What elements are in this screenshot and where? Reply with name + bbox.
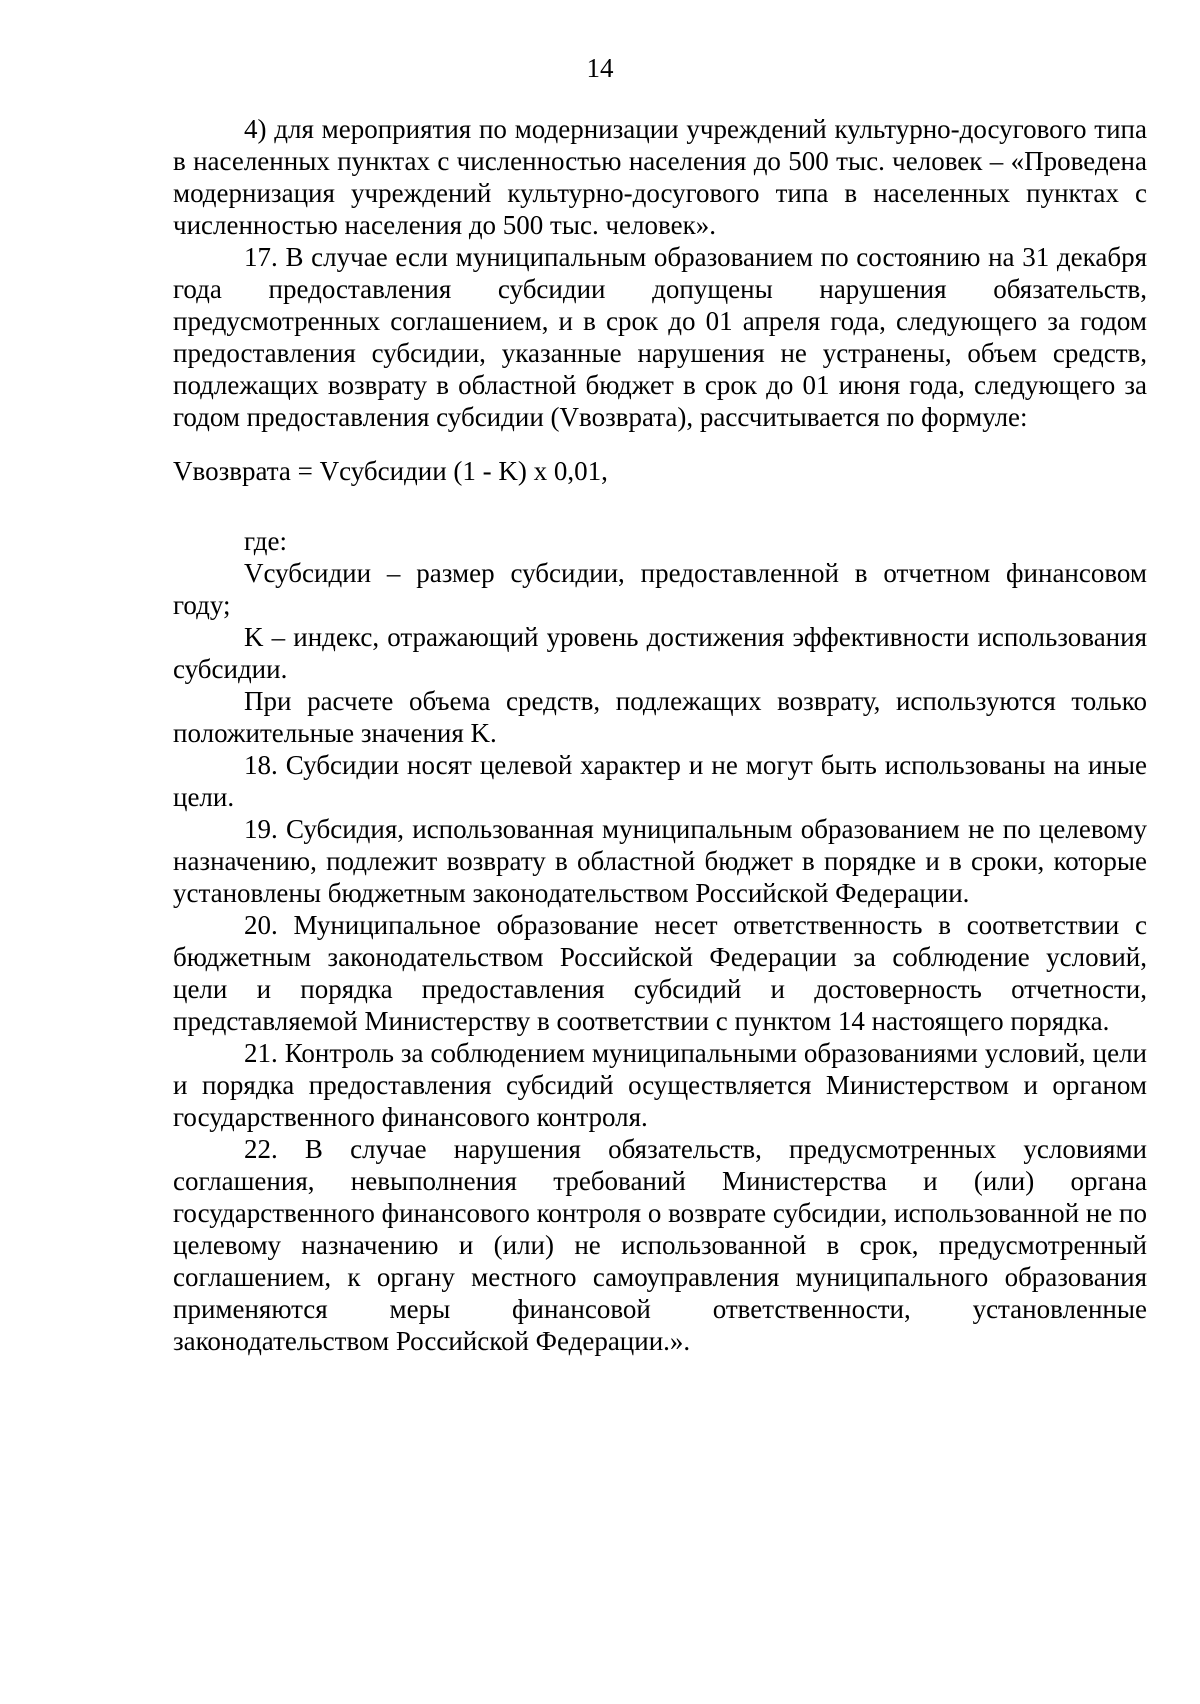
paragraph-22: 22. В случае нарушения обязательств, предусмотренных условиями соглашения, невыполнения требований Министерства и (или) органа государственного финансового контроля о возврате субсидии, использованной не по целевому назначению и (или) не использованной в срок, предусмотренный соглашением, к органу местного самоуправления муниципального образования применяются меры финансовой ответственности, установленные законодательством Российской Федерации.». <box>173 1134 1147 1356</box>
where-label: где: <box>244 526 287 556</box>
paragraph-item-4: 4) для мероприятия по модернизации учреждений культурно-досугового типа в населенных пунктах с численностью населения до 500 тыс. человек – «Проведена модернизация учреждений культурно-досугового типа в населенных пунктах с численностью населения до 500 тыс. человек». <box>173 114 1147 240</box>
paragraph-21: 21. Контроль за соблюдением муниципальными образованиями условий, цели и порядка предоставления субсидий осуществляется Министерством и органом государственного финансового контроля. <box>173 1038 1147 1132</box>
k-definition: K – индекс, отражающий уровень достижения эффективности использования субсидии. <box>173 622 1147 684</box>
paragraph-19: 19. Субсидия, использованная муниципальным образованием не по целевому назначению, подлежит возврату в областной бюджет в порядке и в сроки, которые установлены бюджетным законодательством Российской Федерации. <box>173 814 1147 908</box>
k-positive-note: При расчете объема средств, подлежащих возврату, используются только положительные значения K. <box>173 686 1147 748</box>
vsubsidy-definition: Vсубсидии – размер субсидии, предоставленной в отчетном финансовом году; <box>173 558 1147 620</box>
page-number: 14 <box>586 53 614 83</box>
document-body <box>173 113 1147 1357</box>
paragraph-18: 18. Субсидии носят целевой характер и не могут быть использованы на иные цели. <box>173 750 1147 812</box>
return-formula: Vвозврата = Vсубсидии (1 - K) x 0,01, <box>173 456 608 486</box>
paragraph-17: 17. В случае если муниципальным образованием по состоянию на 31 декабря года предоставления субсидии допущены нарушения обязательств, предусмотренных соглашением, и в срок до 01 апреля года, следующего за годом предоставления субсидии, указанные нарушения не устранены, объем средств, подлежащих возврату в областной бюджет в срок до 01 июня года, следующего за годом предоставления субсидии (Vвозврата), рассчитывается по формуле: <box>173 242 1147 432</box>
paragraph-20: 20. Муниципальное образование несет ответственность в соответствии с бюджетным законодательством Российской Федерации за соблюдение условий, цели и порядка предоставления субсидий и достоверность отчетности, представляемой Министерству в соответствии с пунктом 14 настоящего порядка. <box>173 910 1147 1036</box>
